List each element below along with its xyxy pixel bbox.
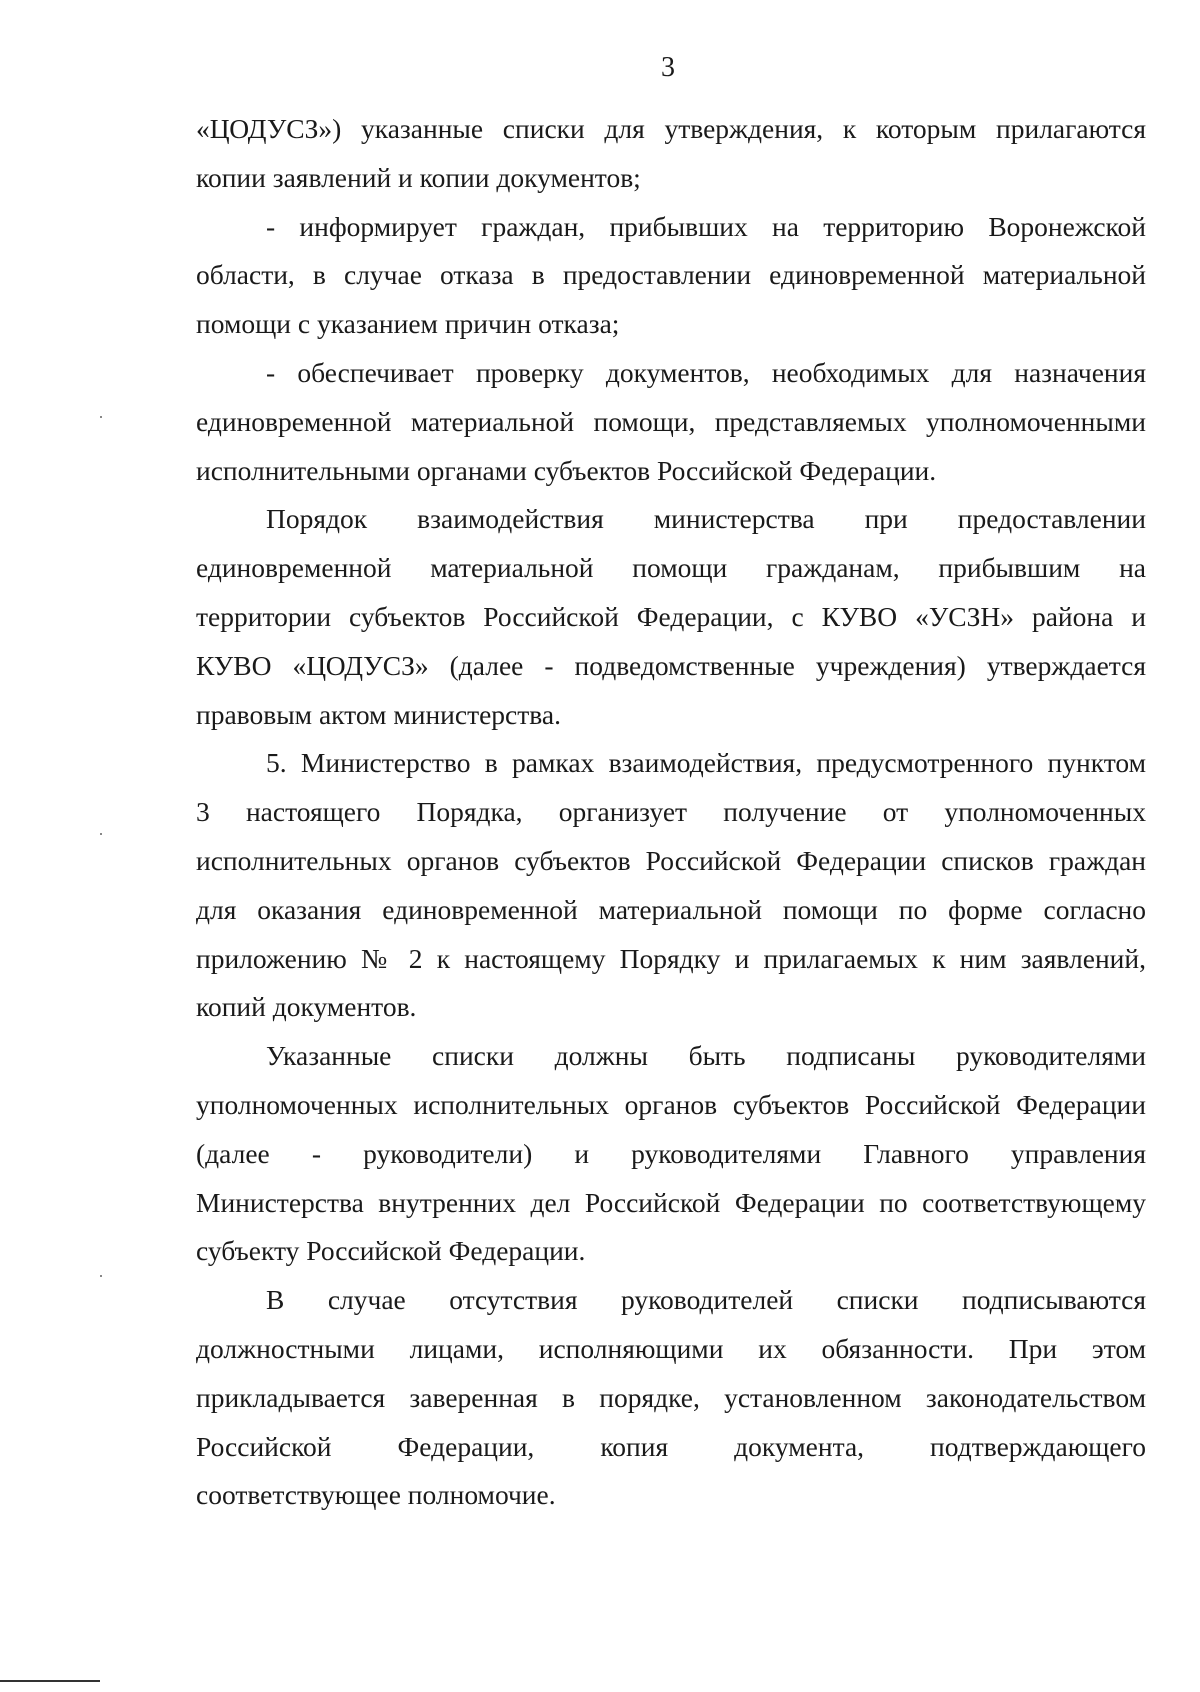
text-line: Порядок взаимодействия министерства при предоставлении <box>266 503 1146 535</box>
text-line: правовым актом министерства. <box>196 698 561 730</box>
text-line: прикладывается заверенная в порядке, установленном законодательством <box>196 1381 1146 1413</box>
text-line: должностными лицами, исполняющими их обязанности. При этом <box>196 1332 1146 1364</box>
text-line: копий документов. <box>196 991 417 1023</box>
text-line: 3 настоящего Порядка, организует получение от уполномоченных <box>196 796 1146 828</box>
text-line: (далее - руководители) и руководителями Главного управления <box>196 1137 1146 1169</box>
text-line: приложению № 2 к настоящему Порядку и прилагаемых к ним заявлений, <box>196 942 1146 974</box>
text-line: помощи с указанием причин отказа; <box>196 308 620 340</box>
scan-artifact <box>100 1275 102 1277</box>
text-line: территории субъектов Российской Федерации, с КУВО «УСЗН» района и <box>196 600 1146 632</box>
text-line: исполнительными органами субъектов Российской Федерации. <box>196 454 937 486</box>
text-line: 5. Министерство в рамках взаимодействия, предусмотренного пунктом <box>266 747 1146 779</box>
scan-edge-rule <box>0 1680 100 1682</box>
text-line: единовременной материальной помощи гражданам, прибывшим на <box>196 552 1146 584</box>
text-line: Министерства внутренних дел Российской Федерации по соответствующему <box>196 1186 1146 1218</box>
scan-artifact <box>100 416 102 418</box>
page-number: 3 <box>661 52 675 83</box>
scan-artifact <box>100 833 102 835</box>
text-line: единовременной материальной помощи, представляемых уполномоченными <box>196 405 1146 437</box>
text-line: исполнительных органов субъектов Российской Федерации списков граждан <box>196 844 1146 876</box>
text-line: соответствующее полномочие. <box>196 1479 556 1511</box>
document-body <box>196 105 1146 1520</box>
text-line: уполномоченных исполнительных органов субъектов Российской Федерации <box>196 1088 1146 1120</box>
text-line: «ЦОДУСЗ») указанные списки для утверждения, к которым прилагаются <box>196 113 1146 144</box>
text-line: области, в случае отказа в предоставлении единовременной материальной <box>196 259 1146 291</box>
text-line: Указанные списки должны быть подписаны руководителями <box>266 1040 1146 1072</box>
text-line: - обеспечивает проверку документов, необходимых для назначения <box>266 356 1146 388</box>
text-line: В случае отсутствия руководителей списки подписываются <box>266 1284 1146 1316</box>
text-line: Российской Федерации, копия документа, подтверждающего <box>196 1430 1146 1462</box>
text-line: субъекту Российской Федерации. <box>196 1235 586 1267</box>
text-line: для оказания единовременной материальной помощи по форме согласно <box>196 893 1146 925</box>
text-line: КУВО «ЦОДУСЗ» (далее - подведомственные учреждения) утверждается <box>196 649 1146 681</box>
text-line: копии заявлений и копии документов; <box>196 161 641 193</box>
text-line: - информирует граждан, прибывших на территорию Воронежской <box>266 210 1146 242</box>
